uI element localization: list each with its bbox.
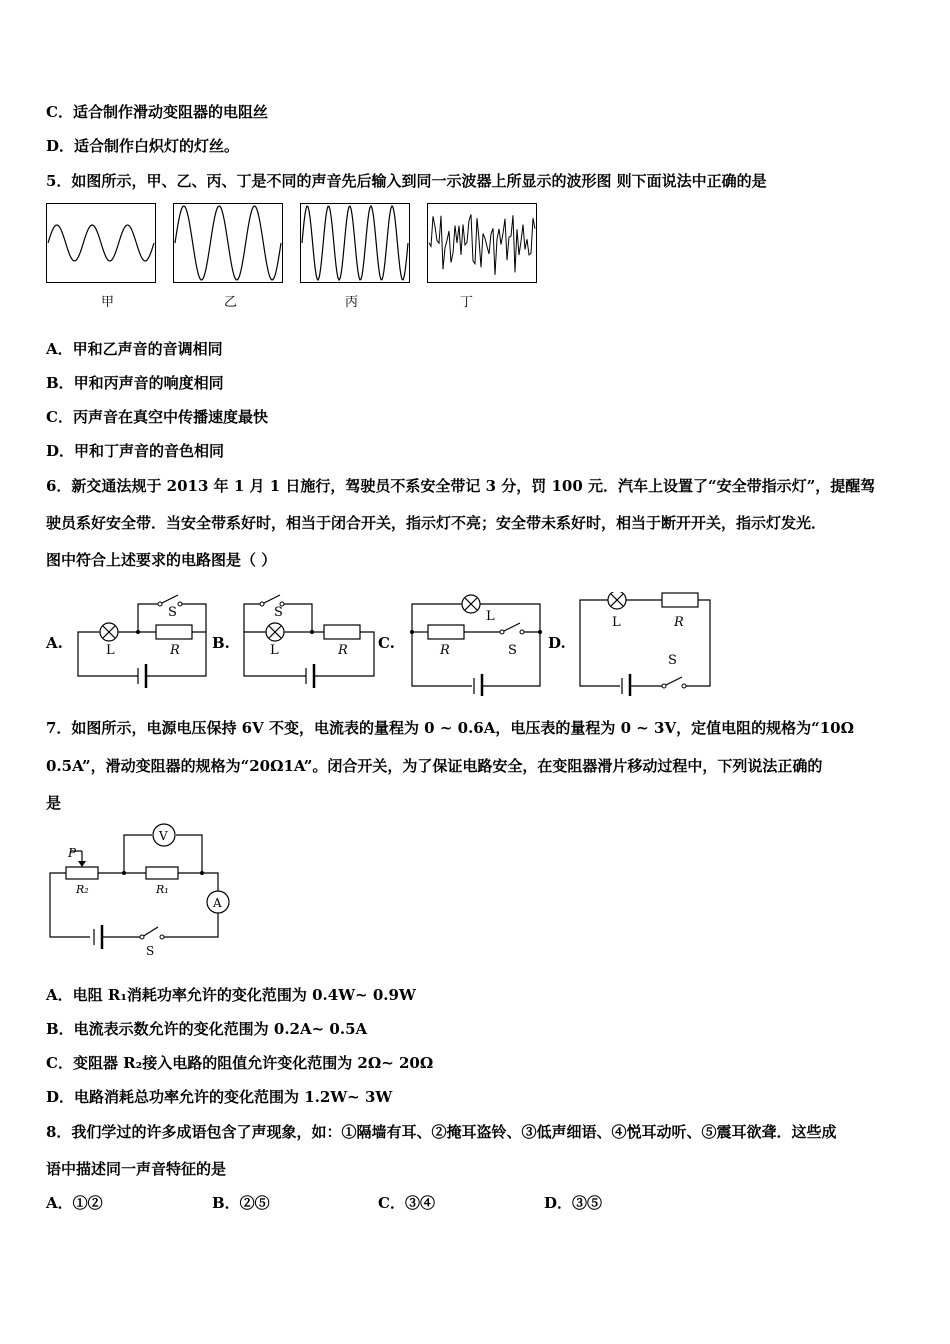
waveform-yi (173, 203, 283, 283)
slider-label: P (68, 846, 77, 860)
lamp-label: L (612, 615, 621, 630)
q7-option-d: D．电路消耗总功率允许的变化范围为 1.2W~ 3W (46, 1088, 393, 1106)
resistor-label: R (674, 615, 684, 630)
waveform-ding (427, 203, 537, 283)
q6-stem-line1: 6．新交通法规于 2013 年 1 月 1 日施行，驾驶员不系安全带记 3 分，罚 100 元．汽车上设置了“安全带指示灯”，提醒驾 (46, 477, 876, 495)
switch-label: S (508, 643, 517, 658)
circuit-c-label: C. (378, 634, 395, 652)
r2-label: R₂ (76, 883, 89, 896)
lamp-label: L (486, 609, 495, 624)
waveform-bing (300, 203, 410, 283)
q7-option-a: A．电阻 R₁消耗功率允许的变化范围为 0.4W~ 0.9W (46, 986, 416, 1004)
wave-label-bing: 丙 (345, 295, 359, 310)
wave-label-ding: 丁 (460, 295, 474, 310)
switch-label: S (168, 605, 177, 620)
switch-label: S (274, 605, 283, 620)
q8-option-a: A．①② (46, 1194, 103, 1212)
q7-stem-line3: 是 (46, 794, 62, 812)
circuit-a (72, 592, 212, 696)
q4-option-c: C．适合制作滑动变阻器的电阻丝 (46, 103, 268, 121)
q6-stem-line2: 驶员系好安全带．当安全带系好时，相当于闭合开关，指示灯不亮；安全带未系好时，相当于断开开关，指示灯发光． (46, 514, 827, 532)
q5-option-d: D．甲和丁声音的音色相同 (46, 442, 225, 460)
q7-stem-line1: 7．如图所示，电源电压保持 6V 不变，电流表的量程为 0 ~ 0.6A，电压表的量程为 0 ~ 3V，定值电阻的规格为“10Ω (46, 719, 854, 737)
q8-option-b: B．②⑤ (212, 1194, 270, 1212)
q5-option-a: A．甲和乙声音的音调相同 (46, 340, 223, 358)
q8-stem-line1: 8．我们学过的许多成语包含了声现象，如：①隔墙有耳、②掩耳盗铃、③低声细语、④悦耳动听、⑤震耳欲聋．这些成 (46, 1123, 837, 1141)
circuit-d (576, 592, 716, 696)
ammeter-label: A (213, 896, 222, 910)
q5-option-c: C．丙声音在真空中传播速度最快 (46, 408, 268, 426)
resistor-label: R (440, 643, 450, 658)
wave-label-jia: 甲 (101, 295, 115, 310)
voltmeter-label: V (159, 829, 168, 843)
switch-label: S (668, 653, 677, 668)
wave-label-yi: 乙 (224, 295, 238, 310)
lamp-label: L (270, 643, 279, 658)
q5-option-b: B．甲和丙声音的响度相同 (46, 374, 224, 392)
q8-option-d: D．③⑤ (544, 1194, 603, 1212)
resistor-label: R (170, 643, 180, 658)
waveform-jia (46, 203, 156, 283)
q6-stem-line3: 图中符合上述要求的电路图是（ ） (46, 551, 277, 569)
q5-stem: 5．如图所示，甲、乙、丙、丁是不同的声音先后输入到同一示波器上所显示的波形图 则下面说法中正确的是 (46, 172, 767, 190)
q8-option-c: C．③④ (378, 1194, 435, 1212)
circuit-d-label: D. (548, 634, 566, 652)
circuit-b-label: B. (212, 634, 230, 652)
q7-stem-line2: 0.5A”，滑动变阻器的规格为“20Ω1A”。闭合开关，为了保证电路安全，在变阻器滑片移动过程中，下列说法正确的 (46, 757, 823, 775)
q8-stem-line2: 语中描述同一声音特征的是 (46, 1160, 227, 1178)
q4-option-d: D．适合制作白炽灯的灯丝。 (46, 137, 240, 155)
circuit-a-label: A. (46, 634, 63, 652)
circuit-b (240, 592, 380, 696)
circuit-c (406, 592, 550, 696)
q7-circuit (46, 823, 234, 959)
lamp-label: L (106, 643, 115, 658)
q7-option-b: B．电流表示数允许的变化范围为 0.2A~ 0.5A (46, 1020, 368, 1038)
q7-option-c: C．变阻器 R₂接入电路的阻值允许变化范围为 2Ω~ 20Ω (46, 1054, 434, 1072)
resistor-label: R (338, 643, 348, 658)
r1-label: R₁ (156, 883, 169, 896)
switch-label: S (146, 944, 155, 958)
